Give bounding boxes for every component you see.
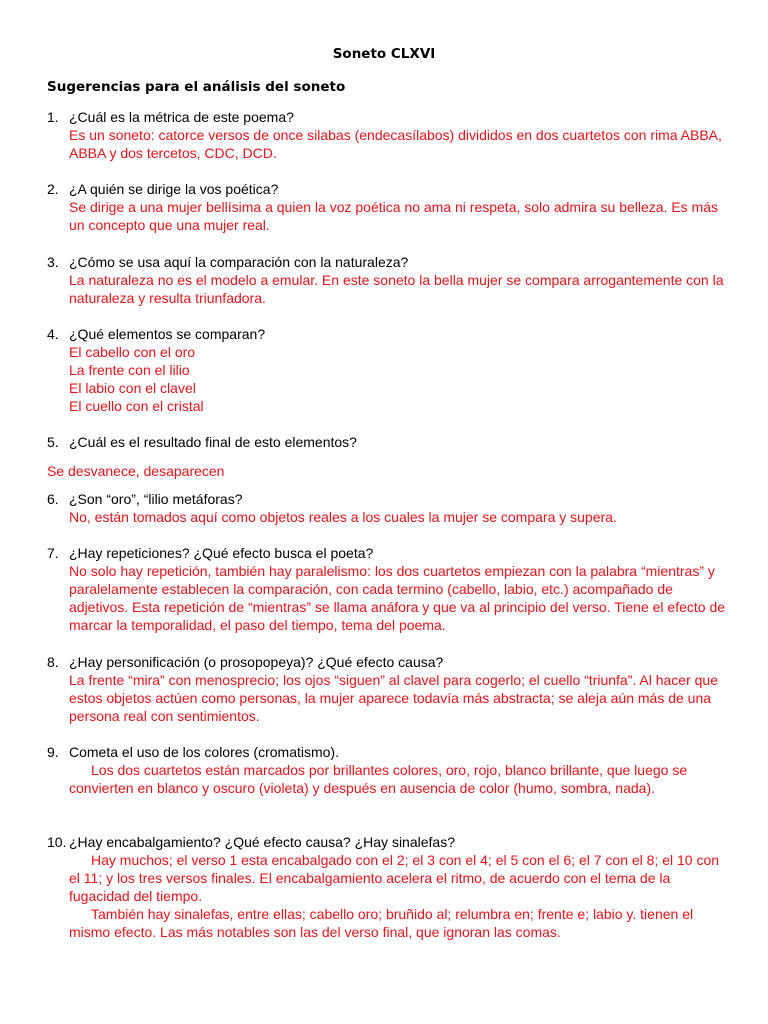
answer-text: La naturaleza no es el modelo a emular. En este soneto la bella mujer se compara arrogantemente con la naturaleza y resulta triunfadora. xyxy=(69,272,724,306)
question-4 xyxy=(47,325,728,415)
answer-text: No solo hay repetición, también hay paralelismo: los dos cuartetos empiezan con la palabra “mientras” y paralelamente establecen la comparación, con cada termino (cabello, labio, etc.) acompañado de adjetivos. Esta repetición de “mientras” se llama anáfora y que va al principio del verso. Tiene el efecto de marcar la temporalidad, el paso del tiempo, tema del poema. xyxy=(69,563,726,633)
question-text: ¿Cuál es el resultado final de esto elementos? xyxy=(69,434,357,450)
question-9 xyxy=(47,743,728,797)
question-text: ¿A quién se dirige la vos poética? xyxy=(69,181,279,197)
question-text: ¿Hay repeticiones? ¿Qué efecto busca el poeta? xyxy=(69,545,374,561)
section-heading: Sugerencias para el análisis del soneto xyxy=(47,79,346,95)
answer-text: Es un soneto: catorce versos de once silabas (endecasílabos) divididos en dos cuartetos con rima ABBA, ABBA y dos tercetos, CDC, DCD. xyxy=(69,127,722,161)
question-1 xyxy=(47,108,728,162)
answer-text: La frente “mira” con menosprecio; los ojos “siguen” al clavel para cogerlo; el cuello “triunfa”. Al hacer que estos objetos actúen como personas, la mujer aparece todavía más abstracta; se aleja aún más de una persona real con sentimientos. xyxy=(69,672,718,724)
question-number: 6. xyxy=(47,491,59,507)
answer-item: El labio con el clavel xyxy=(69,380,196,396)
answer-list xyxy=(69,343,728,415)
question-number: 2. xyxy=(47,181,59,197)
question-text: ¿Cuál es la métrica de este poema? xyxy=(69,109,294,125)
question-3 xyxy=(47,253,728,307)
page-title: Soneto CLXVI xyxy=(332,46,436,62)
question-text: ¿Hay personificación (o prosopopeya)? ¿Qué efecto causa? xyxy=(69,654,444,670)
question-text: ¿Cómo se usa aquí la comparación con la naturaleza? xyxy=(69,254,409,270)
answer-item: La frente con el lilio xyxy=(69,362,190,378)
answer-text: No, están tomados aquí como objetos reales a los cuales la mujer se compara y supera. xyxy=(69,509,617,525)
question-number: 8. xyxy=(47,654,59,670)
question-6 xyxy=(47,490,728,526)
answer-paragraph: También hay sinalefas, entre ellas; cabello oro; bruñido al; relumbra en; frente e; labio y. tienen el mismo efecto. Las más notables son las del verso final, que ignoran las comas. xyxy=(69,906,694,940)
question-text: Cometa el uso de los colores (cromatismo). xyxy=(69,744,339,760)
question-number: 10. xyxy=(47,834,67,850)
answer-text: Se desvanece, desaparecen xyxy=(47,463,225,479)
question-number: 5. xyxy=(47,434,59,450)
question-5 xyxy=(47,433,728,480)
answer-text: Se dirige a una mujer bellísima a quien la voz poética no ama ni respeta, solo admira su belleza. Es más un concepto que una mujer real. xyxy=(69,199,719,233)
answer-paragraph: Los dos cuartetos están marcados por brillantes colores, oro, rojo, blanco brillante, que luego se convierten en blanco y oscuro (violeta) y después en ausencia de color (humo, sombra, nada). xyxy=(69,762,688,796)
question-number: 7. xyxy=(47,545,59,561)
question-text: ¿Hay encabalgamiento? ¿Qué efecto causa? ¿Hay sinalefas? xyxy=(69,834,455,850)
question-7 xyxy=(47,544,728,634)
question-number: 3. xyxy=(47,254,59,270)
question-number: 4. xyxy=(47,326,59,342)
answer-text xyxy=(69,761,728,797)
question-number: 1. xyxy=(47,109,59,125)
answer-paragraph: Hay muchos; el verso 1 esta encabalgado con el 2; el 3 con el 4; el 5 con el 6; el 7 con el 8; el 10 con el 11; y los tres versos finales. El encabalgamiento acelera el ritmo, de acuerdo con el tema de la fugacidad del tiempo. xyxy=(69,852,720,904)
answer-item: El cabello con el oro xyxy=(69,344,196,360)
question-number: 9. xyxy=(47,744,59,760)
answer-item: El cuello con el cristal xyxy=(69,398,204,414)
answer-text xyxy=(69,851,728,941)
question-text: ¿Son “oro”, “lilio metáforas? xyxy=(69,491,243,507)
question-10 xyxy=(47,833,728,941)
question-2 xyxy=(47,180,728,234)
question-8 xyxy=(47,653,728,725)
question-text: ¿Qué elementos se comparan? xyxy=(69,326,266,342)
